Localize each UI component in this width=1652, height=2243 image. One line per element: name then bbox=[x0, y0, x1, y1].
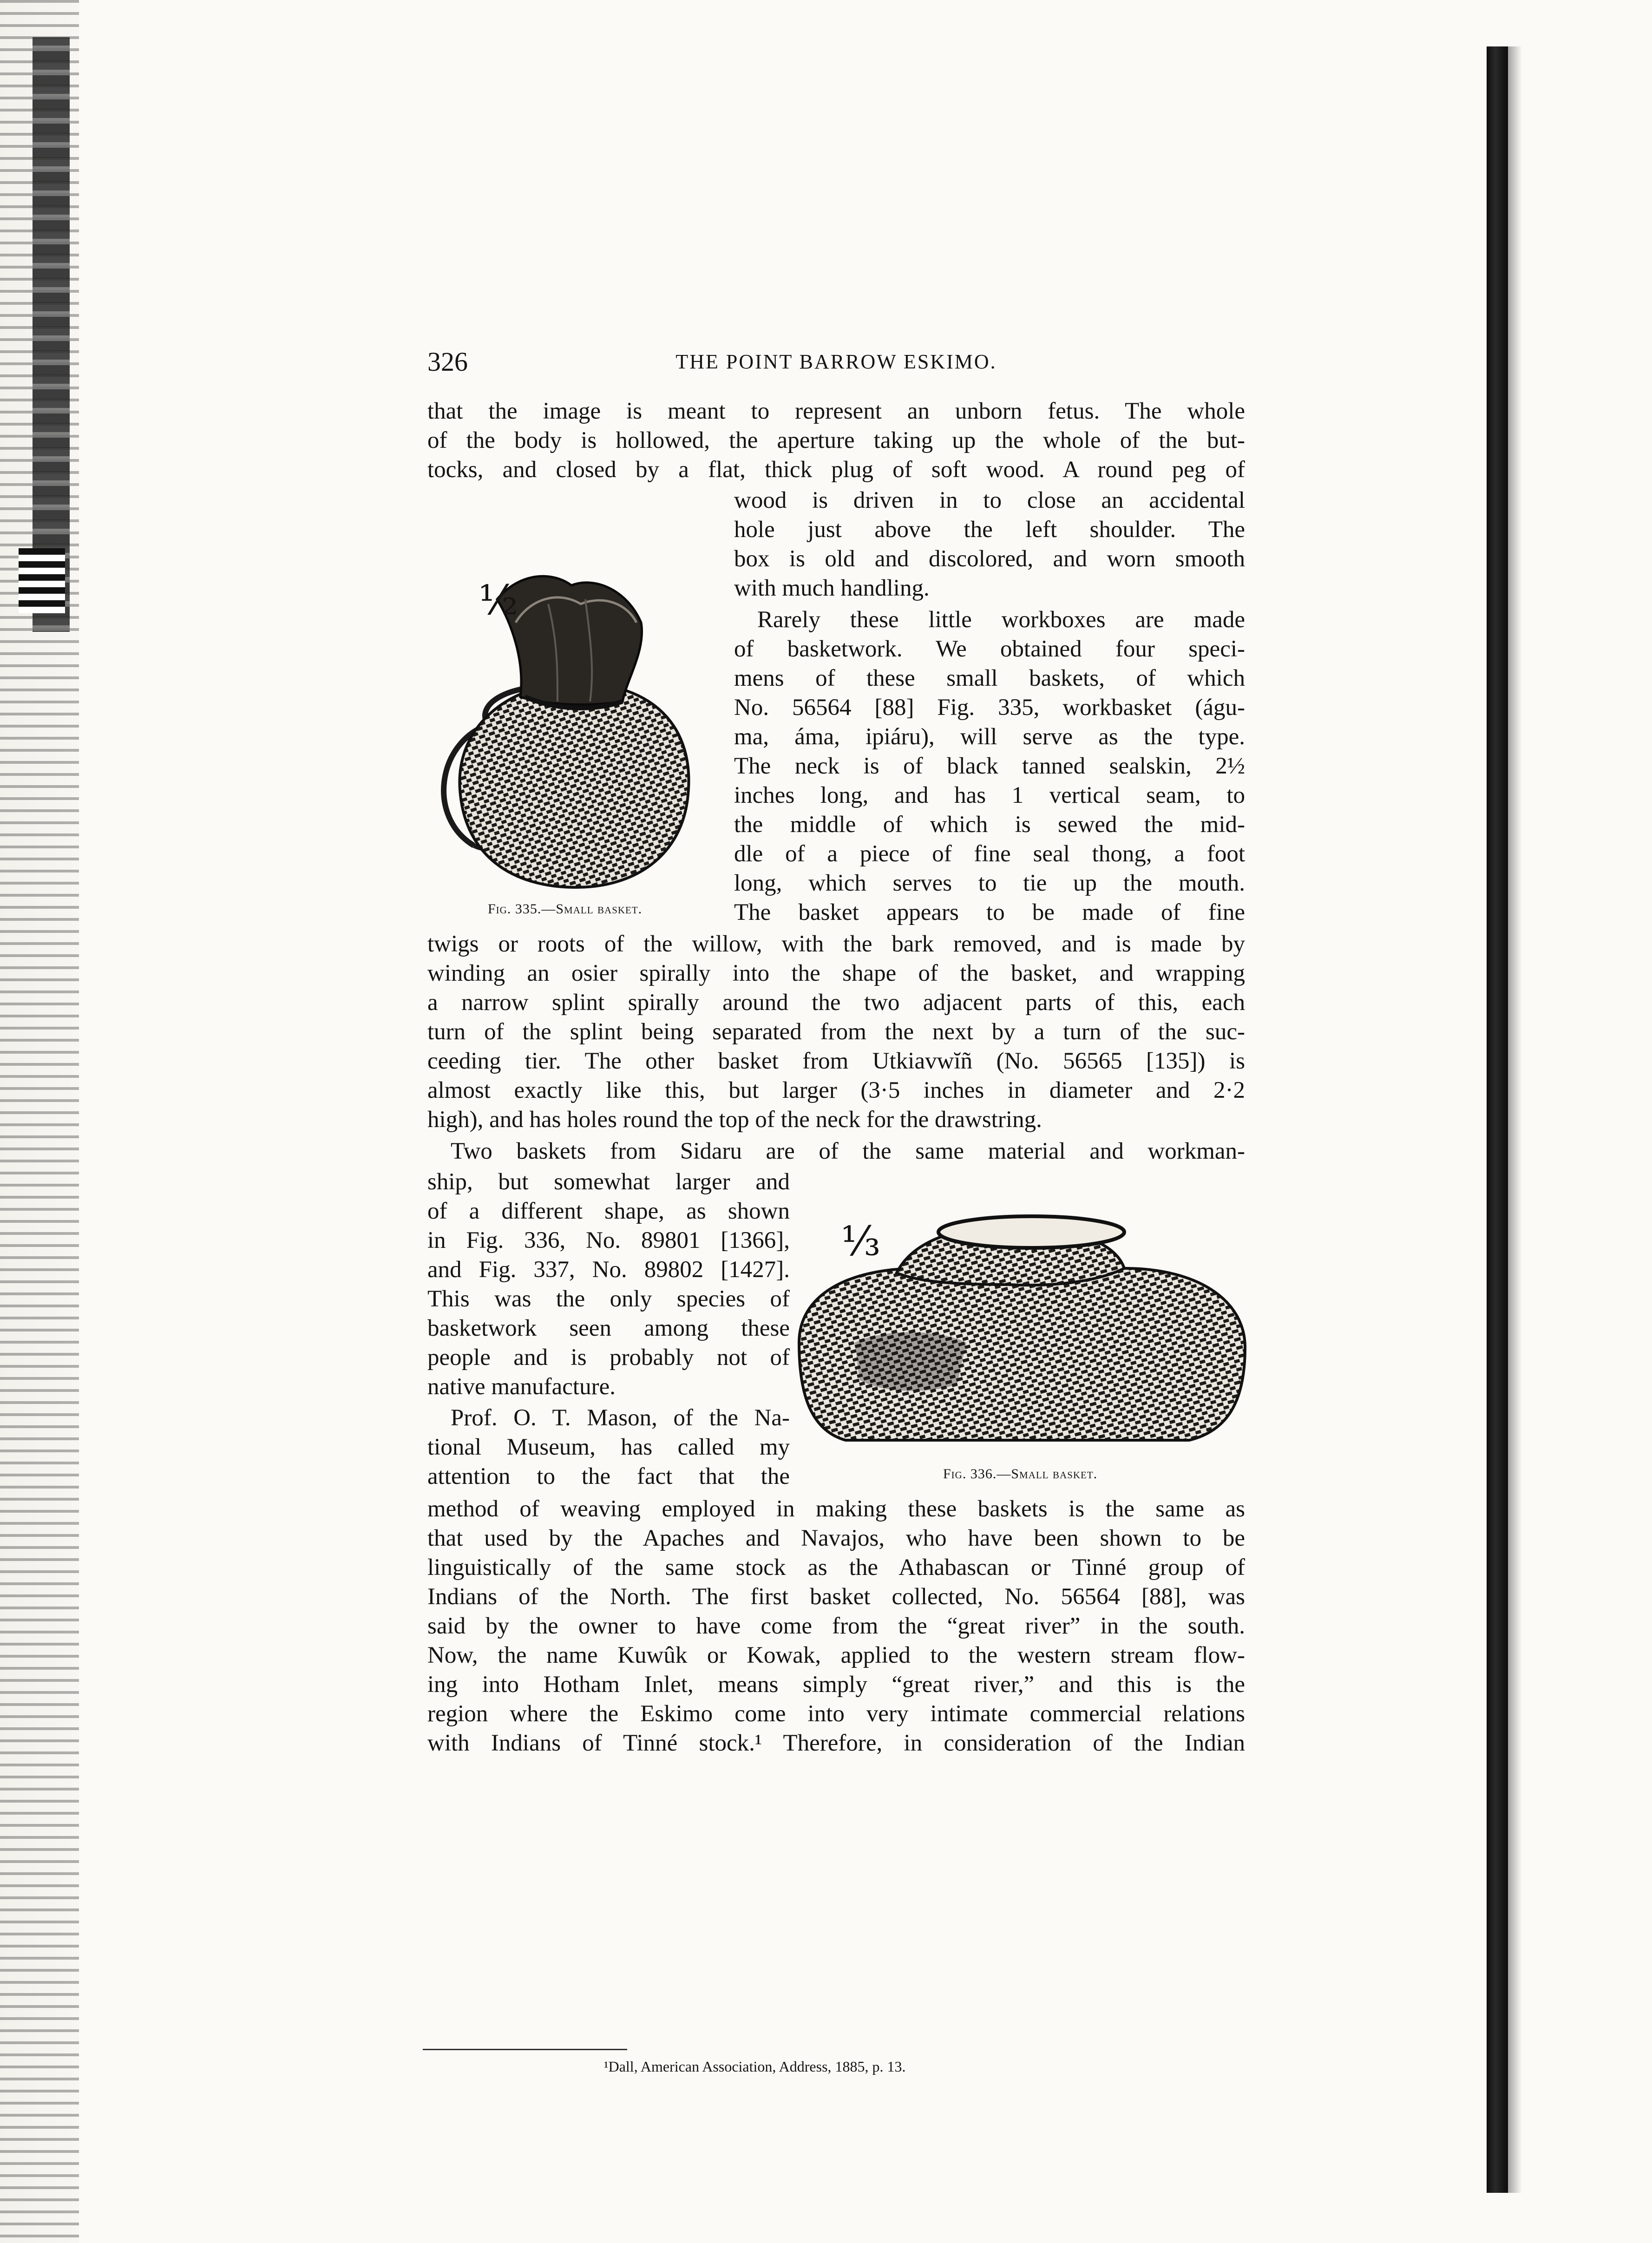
text-line: ma, áma, ipiáru), will serve as the type. bbox=[734, 724, 1245, 750]
book-spine-shadow bbox=[1508, 46, 1522, 2193]
figure-scale: ½ bbox=[479, 576, 518, 624]
small-basket-drawstring-illustration bbox=[418, 483, 725, 929]
text-line: the middle of which is sewed the mid- bbox=[734, 812, 1245, 838]
text-line: with much handling. bbox=[734, 575, 930, 601]
text-line: No. 56564 [88] Fig. 335, workbasket (águ- bbox=[734, 695, 1245, 721]
text-line: Prof. O. T. Mason, of the Na- bbox=[451, 1405, 790, 1431]
text-line: dle of a piece of fine seal thong, a foot bbox=[734, 841, 1245, 867]
page-number: 326 bbox=[427, 347, 468, 377]
text-line: Two baskets from Sidaru are of the same material and workman- bbox=[451, 1138, 1245, 1164]
text-line: of basketwork. We obtained four speci- bbox=[734, 636, 1245, 662]
text-line: ship, but somewhat larger and bbox=[427, 1169, 790, 1195]
text-line: twigs or roots of the willow, with the bark removed, and is made by bbox=[427, 931, 1245, 957]
text-line: The basket appears to be made of fine bbox=[734, 899, 1245, 925]
text-line: that the image is meant to represent an unborn fetus. The whole bbox=[427, 398, 1245, 424]
text-line: with Indians of Tinné stock.¹ Therefore, in consideration of the Indian bbox=[427, 1730, 1245, 1756]
running-head bbox=[427, 346, 1245, 379]
text-line: basketwork seen among these bbox=[427, 1315, 790, 1341]
text-line: people and is probably not of bbox=[427, 1344, 790, 1371]
figure-336 bbox=[790, 1189, 1254, 1487]
text-line: wood is driven in to close an accidental bbox=[734, 487, 1245, 513]
text-line: long, which serves to tie up the mouth. bbox=[734, 870, 1245, 896]
text-line: inches long, and has 1 vertical seam, to bbox=[734, 782, 1245, 808]
text-line: mens of these small baskets, of which bbox=[734, 665, 1245, 691]
text-line: in Fig. 336, No. 89801 [1366], bbox=[427, 1227, 790, 1253]
text-line: a narrow splint spirally around the two adjacent parts of this, each bbox=[427, 990, 1245, 1016]
text-line: tional Museum, has called my bbox=[427, 1434, 790, 1460]
scan-edge-left-marks bbox=[33, 37, 70, 632]
text-line: and Fig. 337, No. 89802 [1427]. bbox=[427, 1257, 790, 1283]
text-line: This was the only species of bbox=[427, 1286, 790, 1312]
footnote-rule bbox=[423, 2049, 627, 2050]
text-line: high), and has holes round the top of the neck for the drawstring. bbox=[427, 1107, 1042, 1133]
text-line: turn of the splint being separated from the next by a turn of the suc- bbox=[427, 1019, 1245, 1045]
text-line: attention to the fact that the bbox=[427, 1463, 790, 1489]
scan-edge-left-stripes bbox=[19, 548, 65, 613]
text-line: of a different shape, as shown bbox=[427, 1198, 790, 1224]
book-spine-edge bbox=[1487, 46, 1508, 2193]
text-line: Indians of the North. The first basket collected, No. 56564 [88], was bbox=[427, 1584, 1245, 1610]
text-line: ing into Hotham Inlet, means simply “great river,” and this is the bbox=[427, 1672, 1245, 1698]
text-line: region where the Eskimo come into very intimate commercial relations bbox=[427, 1701, 1245, 1727]
text-line: native manufacture. bbox=[427, 1374, 616, 1400]
text-line: almost exactly like this, but larger (3·5 inches in diameter and 2·2 bbox=[427, 1077, 1245, 1103]
text-line: that used by the Apaches and Navajos, who have been shown to be bbox=[427, 1525, 1245, 1551]
text-line: linguistically of the same stock as the Athabascan or Tinné group of bbox=[427, 1554, 1245, 1581]
figure-scale: ⅓ bbox=[841, 1217, 881, 1265]
text-line: Now, the name Kuwûk or Kowak, applied to the western stream flow- bbox=[427, 1642, 1245, 1668]
figure-caption: Fig. 335.—Small basket. bbox=[488, 901, 642, 917]
running-title: THE POINT BARROW ESKIMO. bbox=[675, 350, 997, 373]
text-line: said by the owner to have come from the “great river” in the south. bbox=[427, 1613, 1245, 1639]
text-line: method of weaving employed in making these baskets is the same as bbox=[427, 1496, 1245, 1522]
text-line: hole just above the left shoulder. The bbox=[734, 517, 1245, 543]
footnote: ¹Dall, American Association, Address, 1885, p. 13. bbox=[604, 2058, 906, 2075]
figure-caption: Fig. 336.—Small basket. bbox=[943, 1466, 1098, 1482]
text-line: Rarely these little workboxes are made bbox=[757, 607, 1245, 633]
text-line: tocks, and closed by a flat, thick plug of soft wood. A round peg of bbox=[427, 457, 1245, 483]
text-line: winding an osier spirally into the shape of the basket, and wrapping bbox=[427, 960, 1245, 986]
text-line: The neck is of black tanned sealskin, 2½ bbox=[734, 753, 1245, 779]
text-line: ceeding tier. The other basket from Utkiavwĭñ (No. 56565 [135]) is bbox=[427, 1048, 1245, 1074]
text-line: box is old and discolored, and worn smooth bbox=[734, 546, 1245, 572]
text-line: of the body is hollowed, the aperture taking up the whole of the but- bbox=[427, 427, 1245, 453]
figure-335 bbox=[418, 483, 725, 929]
